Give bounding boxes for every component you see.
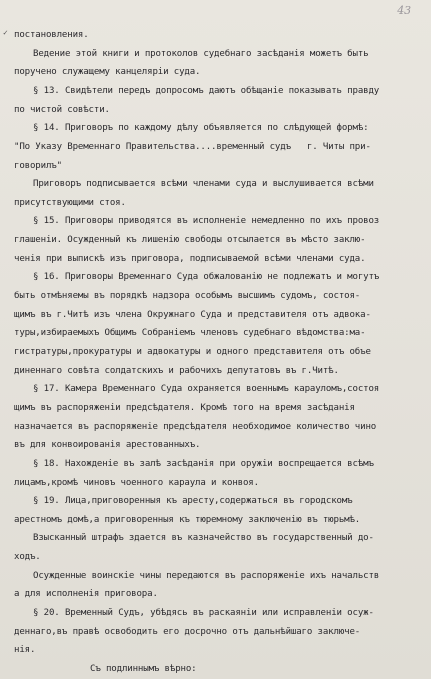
text-line: Осужденные воинскіе чины передаются въ распоряженіе ихъ начальств — [33, 571, 380, 581]
text-line: § 17. Камера Временнаго Суда охраняется военнымъ карауломъ,состоя — [33, 384, 380, 394]
text-line: по чистой совѣсти. — [14, 105, 110, 115]
text-line: лицамъ,кромѣ чиновъ чоенного караула и конвоя. — [14, 478, 259, 488]
text-line: деннаго,въ правѣ освободить его досрочно отъ дальнѣйшаго заключе- — [14, 627, 361, 637]
text-line: а для исполненія приговора. — [14, 589, 158, 599]
text-line: въ для конвоированія арестованныхъ. — [14, 440, 201, 450]
page-number: 43 — [397, 4, 411, 17]
text-line: "По Указу Временнаго Правительства....временный судъ г. Читы при- — [14, 142, 371, 152]
text-line: § 20. Временный Судъ, убѣдясь въ раскаяніи или исправленіи осуж- — [33, 608, 374, 618]
margin-check-mark: ✓ — [3, 28, 8, 37]
text-line: постановления. — [14, 30, 89, 40]
text-line: быть отмѣняемы въ порядкѣ надзора особымъ высшимъ судомъ, состоя- — [14, 291, 361, 301]
text-line: § 16. Приговоры Временнаго Суда обжалованію не подлежатъ и могутъ — [33, 272, 380, 282]
text-line: присутствующими стоя. — [14, 198, 126, 208]
text-line: нія. — [14, 645, 36, 655]
text-line: § 13. Свидѣтели передъ допросомъ даютъ обѣщаніе показывать правду — [33, 86, 380, 96]
text-line: § 18. Нахожденіе въ залѣ засѣданія при оружіи воспрещается всѣмъ — [33, 459, 374, 469]
text-line: глашеніи. Осужденный къ лишенію свободы отсылается въ мѣсто заклю- — [14, 235, 366, 245]
text-line: туры,избираемыхъ Общимъ Собраніемъ членовъ судебнаго вѣдомства:ма- — [14, 328, 366, 338]
text-line: § 19. Лица,приговоренныя къ аресту,содержаться въ городскомъ — [33, 496, 353, 506]
text-line: ходъ. — [14, 552, 41, 562]
text-line: Взысканный штрафъ здается въ казначейство въ государственный до- — [33, 533, 374, 543]
text-line: § 15. Приговоры приводятся въ исполненіе немедленно по ихъ провоз — [33, 216, 380, 226]
text-line: щимъ въ распоряженіи предсѣдателя. Кромѣ того на время засѣданія — [14, 403, 355, 413]
certification-line: Съ подлиннымъ вѣрно: — [90, 664, 197, 674]
text-line: гистратуры,прокуратуры и адвокатуры и одного представителя отъ объе — [14, 347, 371, 357]
text-line: диненнаго совѣта солдатскихъ и рабочихъ депутатовъ въ г.Читѣ. — [14, 366, 339, 376]
text-line: говорилъ" — [14, 161, 62, 171]
text-line: Приговоръ подписывается всѣми членами суда и выслушивается всѣми — [33, 179, 374, 189]
text-line: поручено служащему канцеляріи суда. — [14, 67, 201, 77]
text-line: § 14. Приговоръ по каждому дѣлу объявляется по слѣдующей формѣ: — [33, 123, 369, 133]
text-line: Ведение этой книги и протоколов судебнаго засѣданія можетъ быть — [33, 49, 369, 59]
text-line: щимъ въ г.Читѣ изъ члена Окружнаго Суда и представителя отъ адвока- — [14, 310, 371, 320]
text-line: арестномъ домѣ,а приговоренныя къ тюремному заключенію въ тюрьмѣ. — [14, 515, 361, 525]
text-line: ченія при выпискѣ изъ приговора, подписываемой всѣми членами суда. — [14, 254, 366, 264]
text-line: назначается въ распоряженіе предсѣдателя необходимое количество чино — [14, 422, 377, 432]
